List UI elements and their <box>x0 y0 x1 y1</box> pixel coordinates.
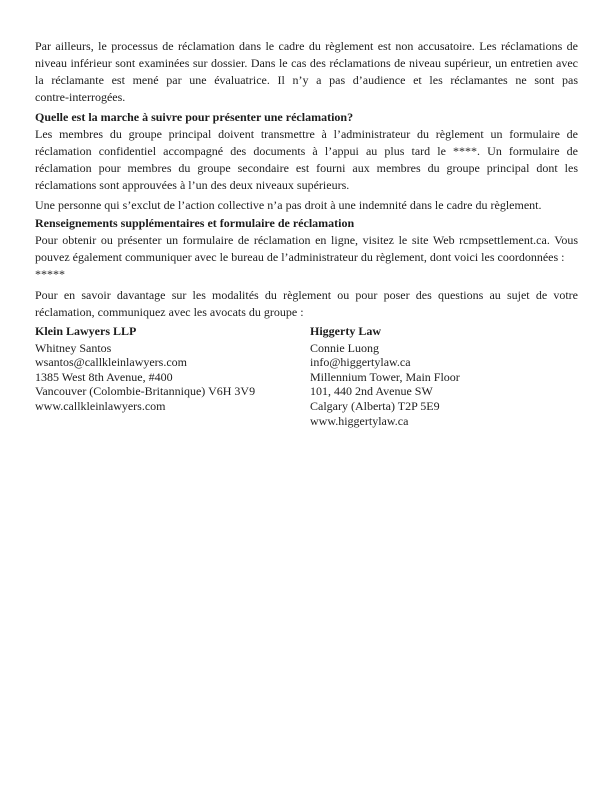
contact-klein-lawyers <box>35 324 310 428</box>
firm-name: Higgerty Law <box>310 324 381 338</box>
text-line: Les membres du groupe principal doivent transmettre à l’administrateur du règlement un formulaire de <box>35 127 578 141</box>
heading-additional-info: Renseignements supplémentaires et formulaire de réclamation <box>35 216 355 230</box>
contacts-section <box>35 324 578 428</box>
contact-higgerty-law <box>310 324 460 428</box>
contact-address-line: 101, 440 2nd Avenue SW <box>310 384 433 399</box>
contact-website: www.callkleinlawyers.com <box>35 398 166 413</box>
paragraph-opt-out: Une personne qui s’exclut de l’action collective n’a pas droit à une indemnité dans le cadre du règlement. <box>35 198 542 212</box>
redacted-stars: ***** <box>35 267 65 281</box>
contact-address-line: Vancouver (Colombie-Britannique) V6H 3V9 <box>35 384 256 399</box>
paragraph-contact-lawyers <box>35 287 578 321</box>
paragraph-claims-process <box>35 38 578 106</box>
contact-email: wsantos@callkleinlawyers.com <box>35 355 188 370</box>
contact-website: www.higgertylaw.ca <box>310 413 409 428</box>
text-line: la réclamante est mené par une évaluatrice. Il n’y a pas d’audience et les réclamantes ne sont pas <box>35 73 578 87</box>
heading-how-to-claim: Quelle est la marche à suivre pour présenter une réclamation? <box>35 110 354 124</box>
paragraph-claim-submission <box>35 126 578 194</box>
text-line: pouvez également communiquer avec le bureau de l’administrateur du règlement, dont voici les coordonnées : <box>35 250 565 264</box>
contact-address-line: Calgary (Alberta) T2P 5E9 <box>310 398 440 413</box>
contact-person: Whitney Santos <box>35 340 112 355</box>
text-line: réclamation, communiquez avec les avocats du groupe : <box>35 305 304 319</box>
firm-name: Klein Lawyers LLP <box>35 324 137 338</box>
text-line: réclamation confidentiel accompagné des documents à l’appui au plus tard le ****. Un formulaire de <box>35 144 578 158</box>
contact-email: info@higgertylaw.ca <box>310 355 411 370</box>
contact-address-line: Millennium Tower, Main Floor <box>310 369 460 384</box>
text-line: Pour en savoir davantage sur les modalités du règlement ou pour poser des questions au sujet de votre <box>35 288 578 302</box>
paragraph-claim-form-online <box>35 232 578 266</box>
text-line: niveau inférieur sont examinées sur dossier. Dans le cas des réclamations de niveau supérieur, un entretien avec <box>35 56 578 70</box>
text-line: réclamation pour membres du groupe secondaire est fourni aux membres du groupe principal dont les <box>35 161 578 175</box>
text-line: réclamations sont approuvées à l’un des deux niveaux supérieurs. <box>35 178 350 192</box>
text-line: Pour obtenir ou présenter un formulaire de réclamation en ligne, visitez le site Web rcmpsettlement.ca. Vous <box>35 233 578 247</box>
text-line: contre-interrogées. <box>35 90 126 104</box>
text-line: Par ailleurs, le processus de réclamation dans le cadre du règlement est non accusatoire. Les réclamations de <box>35 39 578 53</box>
contact-person: Connie Luong <box>310 340 379 355</box>
contact-address-line: 1385 West 8th Avenue, #400 <box>35 369 173 384</box>
